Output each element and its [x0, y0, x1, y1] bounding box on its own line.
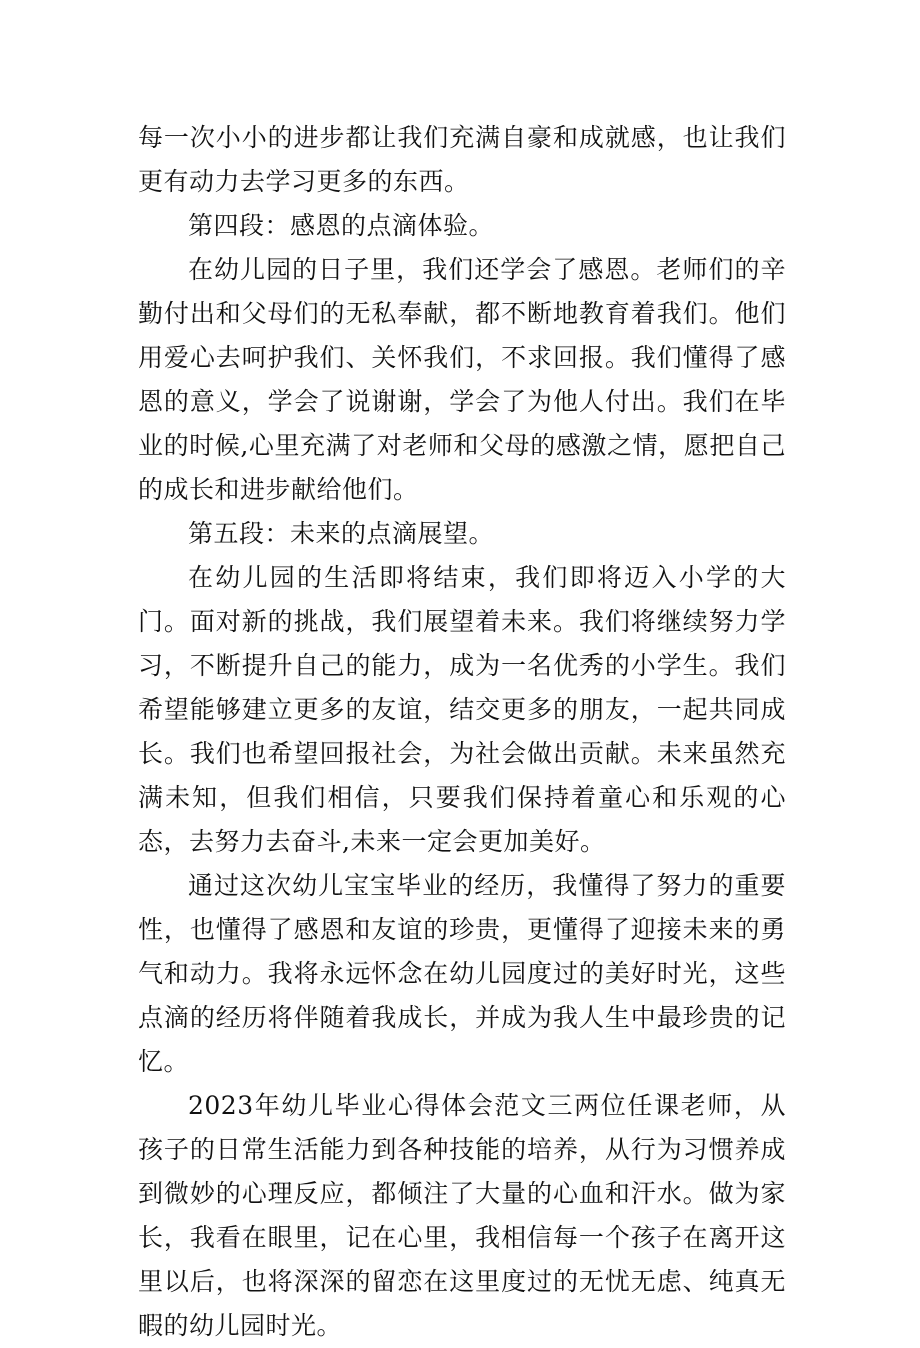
paragraph-sample-three: 2023年幼儿毕业心得体会范文三两位任课老师，从孩子的日常生活能力到各种技能的培养，从行为习惯养成到微妙的心理反应，都倾注了大量的心血和汗水。做为家长，我看在眼里，记在心里，我相信每一个孩子在离开这里以后，也将深深的留恋在这里度过的无忧无虑、纯真无暇的幼儿园时光。	[138, 1091, 786, 1340]
document-body	[138, 116, 786, 1348]
section-heading-four: 第四段：感恩的点滴体验。	[188, 211, 495, 240]
paragraph-continuation: 每一次小小的进步都让我们充满自豪和成就感，也让我们更有动力去学习更多的东西。	[138, 123, 786, 196]
section-heading-five: 第五段：未来的点滴展望。	[188, 519, 495, 548]
paragraph-summary: 通过这次幼儿宝宝毕业的经历，我懂得了努力的重要性，也懂得了感恩和友谊的珍贵，更懂得了迎接未来的勇气和动力。我将永远怀念在幼儿园度过的美好时光，这些点滴的经历将伴随着我成长，并成为我人生中最珍贵的记忆。	[138, 871, 786, 1076]
paragraph-gratitude: 在幼儿园的日子里，我们还学会了感恩。老师们的辛勤付出和父母们的无私奉献，都不断地教育着我们。他们用爱心去呵护我们、关怀我们，不求回报。我们懂得了感恩的意义，学会了说谢谢，学会了为他人付出。我们在毕业的时候,心里充满了对老师和父母的感激之情，愿把自己的成长和进步献给他们。	[138, 255, 786, 504]
paragraph-future: 在幼儿园的生活即将结束，我们即将迈入小学的大门。面对新的挑战，我们展望着未来。我们将继续努力学习，不断提升自己的能力，成为一名优秀的小学生。我们希望能够建立更多的友谊，结交更多的朋友，一起共同成长。我们也希望回报社会，为社会做出贡献。未来虽然充满未知，但我们相信，只要我们保持着童心和乐观的心态，去努力去奋斗,未来一定会更加美好。	[138, 563, 786, 856]
